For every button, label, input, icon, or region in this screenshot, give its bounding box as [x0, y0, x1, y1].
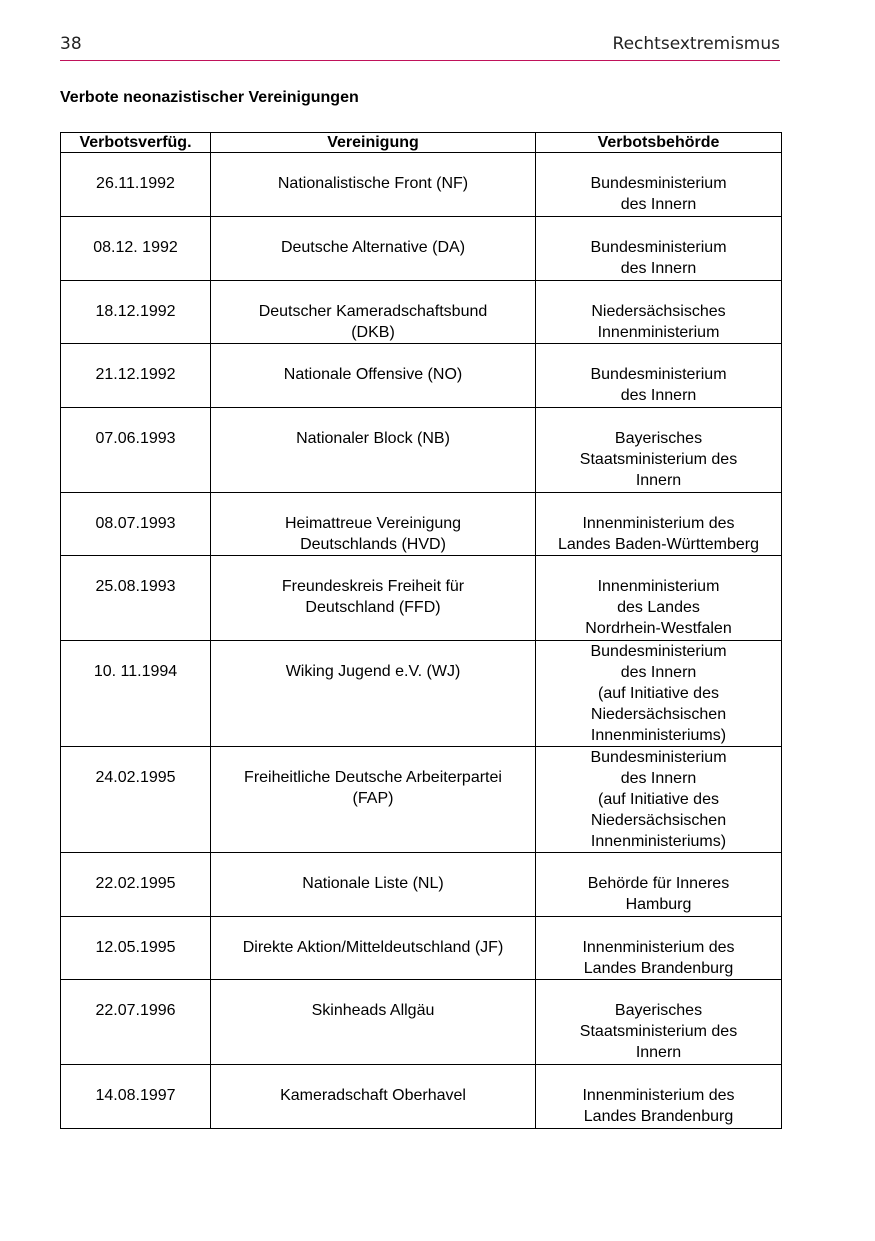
- cell-authority: [536, 980, 782, 1065]
- organization-line: Direkte Aktion/Mitteldeutschland (JF): [242, 939, 504, 956]
- authority-line: Innenministerium des: [582, 515, 735, 532]
- authority-line: Innenministerium des: [582, 939, 735, 956]
- authority-line: Innenministeriums): [590, 833, 727, 850]
- running-title: Rechtsextremismus: [612, 34, 780, 54]
- authority-line: Bundesministerium: [590, 239, 727, 256]
- cell-organization: [211, 217, 536, 281]
- authority-line: Nordrhein-Westfalen: [585, 620, 732, 637]
- cell-authority: [536, 556, 782, 641]
- table-row: [61, 281, 782, 344]
- authority-line: Innern: [635, 472, 682, 489]
- authority-line: Landes Brandenburg: [583, 960, 734, 977]
- cell-date: 12.05.1995: [61, 917, 211, 980]
- cell-date: 08.07.1993: [61, 493, 211, 556]
- cell-authority: [536, 408, 782, 493]
- authority-line: Innenministerium: [597, 324, 720, 341]
- table-body: [61, 153, 782, 1129]
- cell-date: 18.12.1992: [61, 281, 211, 344]
- cell-date: 08.12. 1992: [61, 217, 211, 281]
- cell-authority: [536, 153, 782, 217]
- cell-organization: [211, 493, 536, 556]
- table-row: [61, 917, 782, 980]
- authority-line: Landes Baden-Württemberg: [558, 536, 759, 553]
- organization-line: Nationale Offensive (NO): [283, 366, 463, 383]
- cell-date: 07.06.1993: [61, 408, 211, 493]
- authority-line: Bayerisches: [614, 430, 703, 447]
- organization-line: Freiheitliche Deutsche Arbeiterpartei: [244, 769, 502, 786]
- cell-authority: [536, 917, 782, 980]
- authority-line: des Landes: [617, 599, 700, 616]
- table-row: [61, 980, 782, 1065]
- authority-line: Staatsministerium des: [579, 451, 738, 468]
- page-header: [60, 34, 780, 61]
- cell-authority: [536, 217, 782, 281]
- authority-line: des Innern: [620, 664, 697, 681]
- cell-organization: [211, 917, 536, 980]
- authority-line: Hamburg: [625, 896, 692, 913]
- authority-line: Innern: [635, 1044, 682, 1061]
- table-row: [61, 853, 782, 917]
- authority-line: Niedersächsischen: [590, 706, 727, 723]
- ban-table: [60, 132, 782, 1129]
- table-row: [61, 556, 782, 641]
- organization-line: Heimattreue Vereinigung: [284, 515, 462, 532]
- page-number: 38: [60, 34, 82, 54]
- organization-line: Nationaler Block (NB): [296, 430, 450, 447]
- authority-line: Bundesministerium: [590, 175, 727, 192]
- table-row: [61, 408, 782, 493]
- cell-authority: [536, 641, 782, 747]
- cell-organization: [211, 408, 536, 493]
- cell-authority: [536, 853, 782, 917]
- cell-organization: [211, 641, 536, 747]
- cell-date: 10. 11.1994: [61, 641, 211, 747]
- cell-authority: [536, 281, 782, 344]
- authority-line: Innenministerium: [597, 578, 720, 595]
- organization-line: Wiking Jugend e.V. (WJ): [285, 663, 461, 680]
- authority-line: Bundesministerium: [590, 366, 727, 383]
- section-title: Verbote neonazistischer Vereinigungen: [60, 89, 359, 106]
- organization-line: Deutsche Alternative (DA): [280, 239, 466, 256]
- authority-line: des Innern: [620, 770, 697, 787]
- authority-line: des Innern: [620, 196, 697, 213]
- authority-line: Bundesministerium: [590, 643, 727, 660]
- organization-line: (FAP): [352, 790, 394, 807]
- cell-date: 14.08.1997: [61, 1065, 211, 1129]
- cell-authority: [536, 493, 782, 556]
- cell-date: 22.02.1995: [61, 853, 211, 917]
- column-header-authority: Verbotsbehörde: [536, 133, 782, 153]
- authority-line: Behörde für Inneres: [587, 875, 730, 892]
- authority-line: (auf Initiative des: [598, 685, 719, 702]
- cell-organization: [211, 980, 536, 1065]
- organization-line: Nationalistische Front (NF): [277, 175, 469, 192]
- table-row: [61, 344, 782, 408]
- table-row: [61, 493, 782, 556]
- column-header-organization: Vereinigung: [211, 133, 536, 153]
- cell-organization: [211, 556, 536, 641]
- authority-line: (auf Initiative des: [598, 791, 719, 808]
- column-header-date: Verbotsverfüg.: [61, 133, 211, 153]
- authority-line: Niedersächsisches: [591, 303, 726, 320]
- table-row: [61, 217, 782, 281]
- cell-date: 25.08.1993: [61, 556, 211, 641]
- cell-organization: [211, 747, 536, 853]
- authority-line: Staatsministerium des: [579, 1023, 738, 1040]
- cell-date: 22.07.1996: [61, 980, 211, 1065]
- table-row: [61, 153, 782, 217]
- organization-line: Deutscher Kameradschaftsbund: [258, 303, 488, 320]
- organization-line: Deutschlands (HVD): [300, 536, 446, 553]
- cell-authority: [536, 1065, 782, 1129]
- cell-organization: [211, 1065, 536, 1129]
- cell-organization: [211, 281, 536, 344]
- authority-line: Innenministeriums): [590, 727, 727, 744]
- authority-line: des Innern: [620, 387, 697, 404]
- cell-authority: [536, 747, 782, 853]
- cell-organization: [211, 344, 536, 408]
- authority-line: Innenministerium des: [582, 1087, 735, 1104]
- organization-line: Nationale Liste (NL): [302, 875, 444, 892]
- organization-line: (DKB): [351, 324, 395, 341]
- authority-line: Landes Brandenburg: [583, 1108, 734, 1125]
- cell-date: 24.02.1995: [61, 747, 211, 853]
- cell-authority: [536, 344, 782, 408]
- cell-organization: [211, 153, 536, 217]
- organization-line: Freundeskreis Freiheit für: [281, 578, 465, 595]
- table-row: [61, 747, 782, 853]
- table-row: [61, 641, 782, 747]
- organization-line: Kameradschaft Oberhavel: [280, 1087, 466, 1104]
- cell-organization: [211, 853, 536, 917]
- authority-line: Bundesministerium: [590, 749, 727, 766]
- organization-line: Deutschland (FFD): [305, 599, 441, 616]
- table-row: [61, 1065, 782, 1129]
- authority-line: Bayerisches: [614, 1002, 703, 1019]
- cell-date: 26.11.1992: [61, 153, 211, 217]
- organization-line: Skinheads Allgäu: [311, 1002, 435, 1019]
- authority-line: Niedersächsischen: [590, 812, 727, 829]
- table-header-row: [61, 133, 782, 153]
- authority-line: des Innern: [620, 260, 697, 277]
- cell-date: 21.12.1992: [61, 344, 211, 408]
